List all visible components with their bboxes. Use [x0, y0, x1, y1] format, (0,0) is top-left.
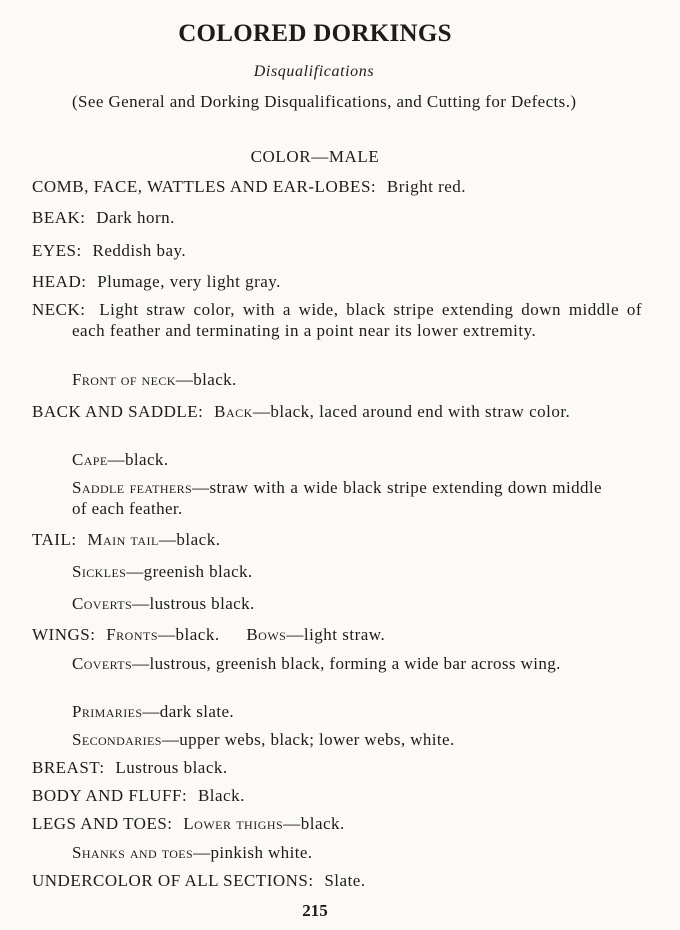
entry-text: Black. — [197, 786, 245, 805]
entry-text: Reddish bay. — [92, 241, 187, 260]
sub-text: —black. — [107, 450, 169, 469]
sub-label: Shanks and toes — [72, 843, 194, 862]
entry-label: BODY AND FLUFF: — [32, 786, 188, 805]
intro-paragraph: (See General and Dorking Disqualifications, and Cutting for Defects.) — [72, 92, 577, 111]
sub-label: Sickles — [72, 562, 127, 581]
entry-front-of-neck — [72, 369, 602, 390]
entry-label: BREAST: — [32, 758, 105, 777]
sub-text: —black, laced around end with straw color. — [252, 402, 571, 421]
entry-eyes — [32, 240, 602, 261]
entry-label: COMB, FACE, WATTLES AND EAR-LOBES: — [32, 177, 377, 196]
sub-label: Primaries — [72, 702, 143, 721]
entry-back-and-saddle — [32, 401, 642, 422]
entry-label: UNDERCOLOR OF ALL SECTIONS: — [32, 871, 314, 890]
entry-beak — [32, 207, 602, 228]
entry-text: Lustrous black. — [115, 758, 228, 777]
sub-text: —lustrous, greenish black, forming a wide bar across wing. — [132, 654, 561, 673]
entry-text: Dark horn. — [96, 208, 175, 227]
entry-label: TAIL: — [32, 530, 77, 549]
entry-primaries — [72, 701, 602, 722]
entry-breast — [32, 757, 602, 778]
sub-text: —black. — [158, 625, 220, 644]
entry-tail — [32, 529, 602, 550]
sub-label: Fronts — [106, 625, 158, 644]
entry-head — [32, 271, 602, 292]
sub-text: —pinkish white. — [193, 843, 313, 862]
entry-shanks-and-toes — [72, 842, 602, 863]
entry-text: Slate. — [324, 871, 366, 890]
sub-text: —dark slate. — [142, 702, 235, 721]
sub-text: —upper webs, black; lower webs, white. — [161, 730, 455, 749]
sub-label: Coverts — [72, 654, 133, 673]
sub-text: —black. — [283, 814, 345, 833]
entry-text: Bright red. — [386, 177, 467, 196]
entry-label: BACK AND SADDLE: — [32, 402, 204, 421]
section-heading: COLOR—MALE — [250, 147, 380, 166]
entry-undercolor — [32, 870, 602, 891]
sub-text: —greenish black. — [126, 562, 253, 581]
entry-label: BEAK: — [32, 208, 86, 227]
entry-label: WINGS: — [32, 625, 96, 644]
entry-text: Plumage, very light gray. — [97, 272, 281, 291]
entry-tail-coverts — [72, 593, 602, 614]
entry-wings — [32, 624, 602, 645]
entry-secondaries — [72, 729, 602, 750]
sub-text: —light straw. — [286, 625, 386, 644]
page-title: COLORED DORKINGS — [178, 20, 452, 47]
page-number: 215 — [302, 901, 328, 920]
entry-label: NECK: — [32, 300, 86, 319]
entry-sickles — [72, 561, 602, 582]
entry-cape — [72, 449, 602, 470]
entry-comb — [32, 176, 602, 197]
sub-label: Front of neck — [72, 370, 176, 389]
entry-wing-coverts — [72, 653, 602, 674]
sub-label: Secondaries — [72, 730, 162, 749]
entry-label: EYES: — [32, 241, 82, 260]
sub-label: Coverts — [72, 594, 133, 613]
sub-label: Cape — [72, 450, 108, 469]
sub-label: Saddle feathers — [72, 478, 193, 497]
page-subtitle: Disqualifications — [253, 63, 375, 80]
sub-label: Bows — [246, 625, 287, 644]
entry-label: HEAD: — [32, 272, 87, 291]
entry-saddle-feathers — [72, 477, 602, 519]
sub-text: —black. — [175, 370, 237, 389]
sub-label: Main tail — [87, 530, 159, 549]
entry-label: LEGS AND TOES: — [32, 814, 173, 833]
sub-label: Back — [214, 402, 253, 421]
sub-text: —straw with a wide black stripe extending down middle of each feather. — [72, 478, 602, 518]
sub-text: —lustrous black. — [132, 594, 255, 613]
sub-label: Lower thighs — [183, 814, 284, 833]
sub-text: —black. — [158, 530, 221, 549]
entry-body-and-fluff — [32, 785, 602, 806]
entry-legs-and-toes — [32, 813, 602, 834]
entry-neck — [32, 299, 642, 341]
entry-text: Light straw color, with a wide, black stripe extending down middle of each feather and terminating in a point near its lower extremity. — [72, 300, 642, 340]
